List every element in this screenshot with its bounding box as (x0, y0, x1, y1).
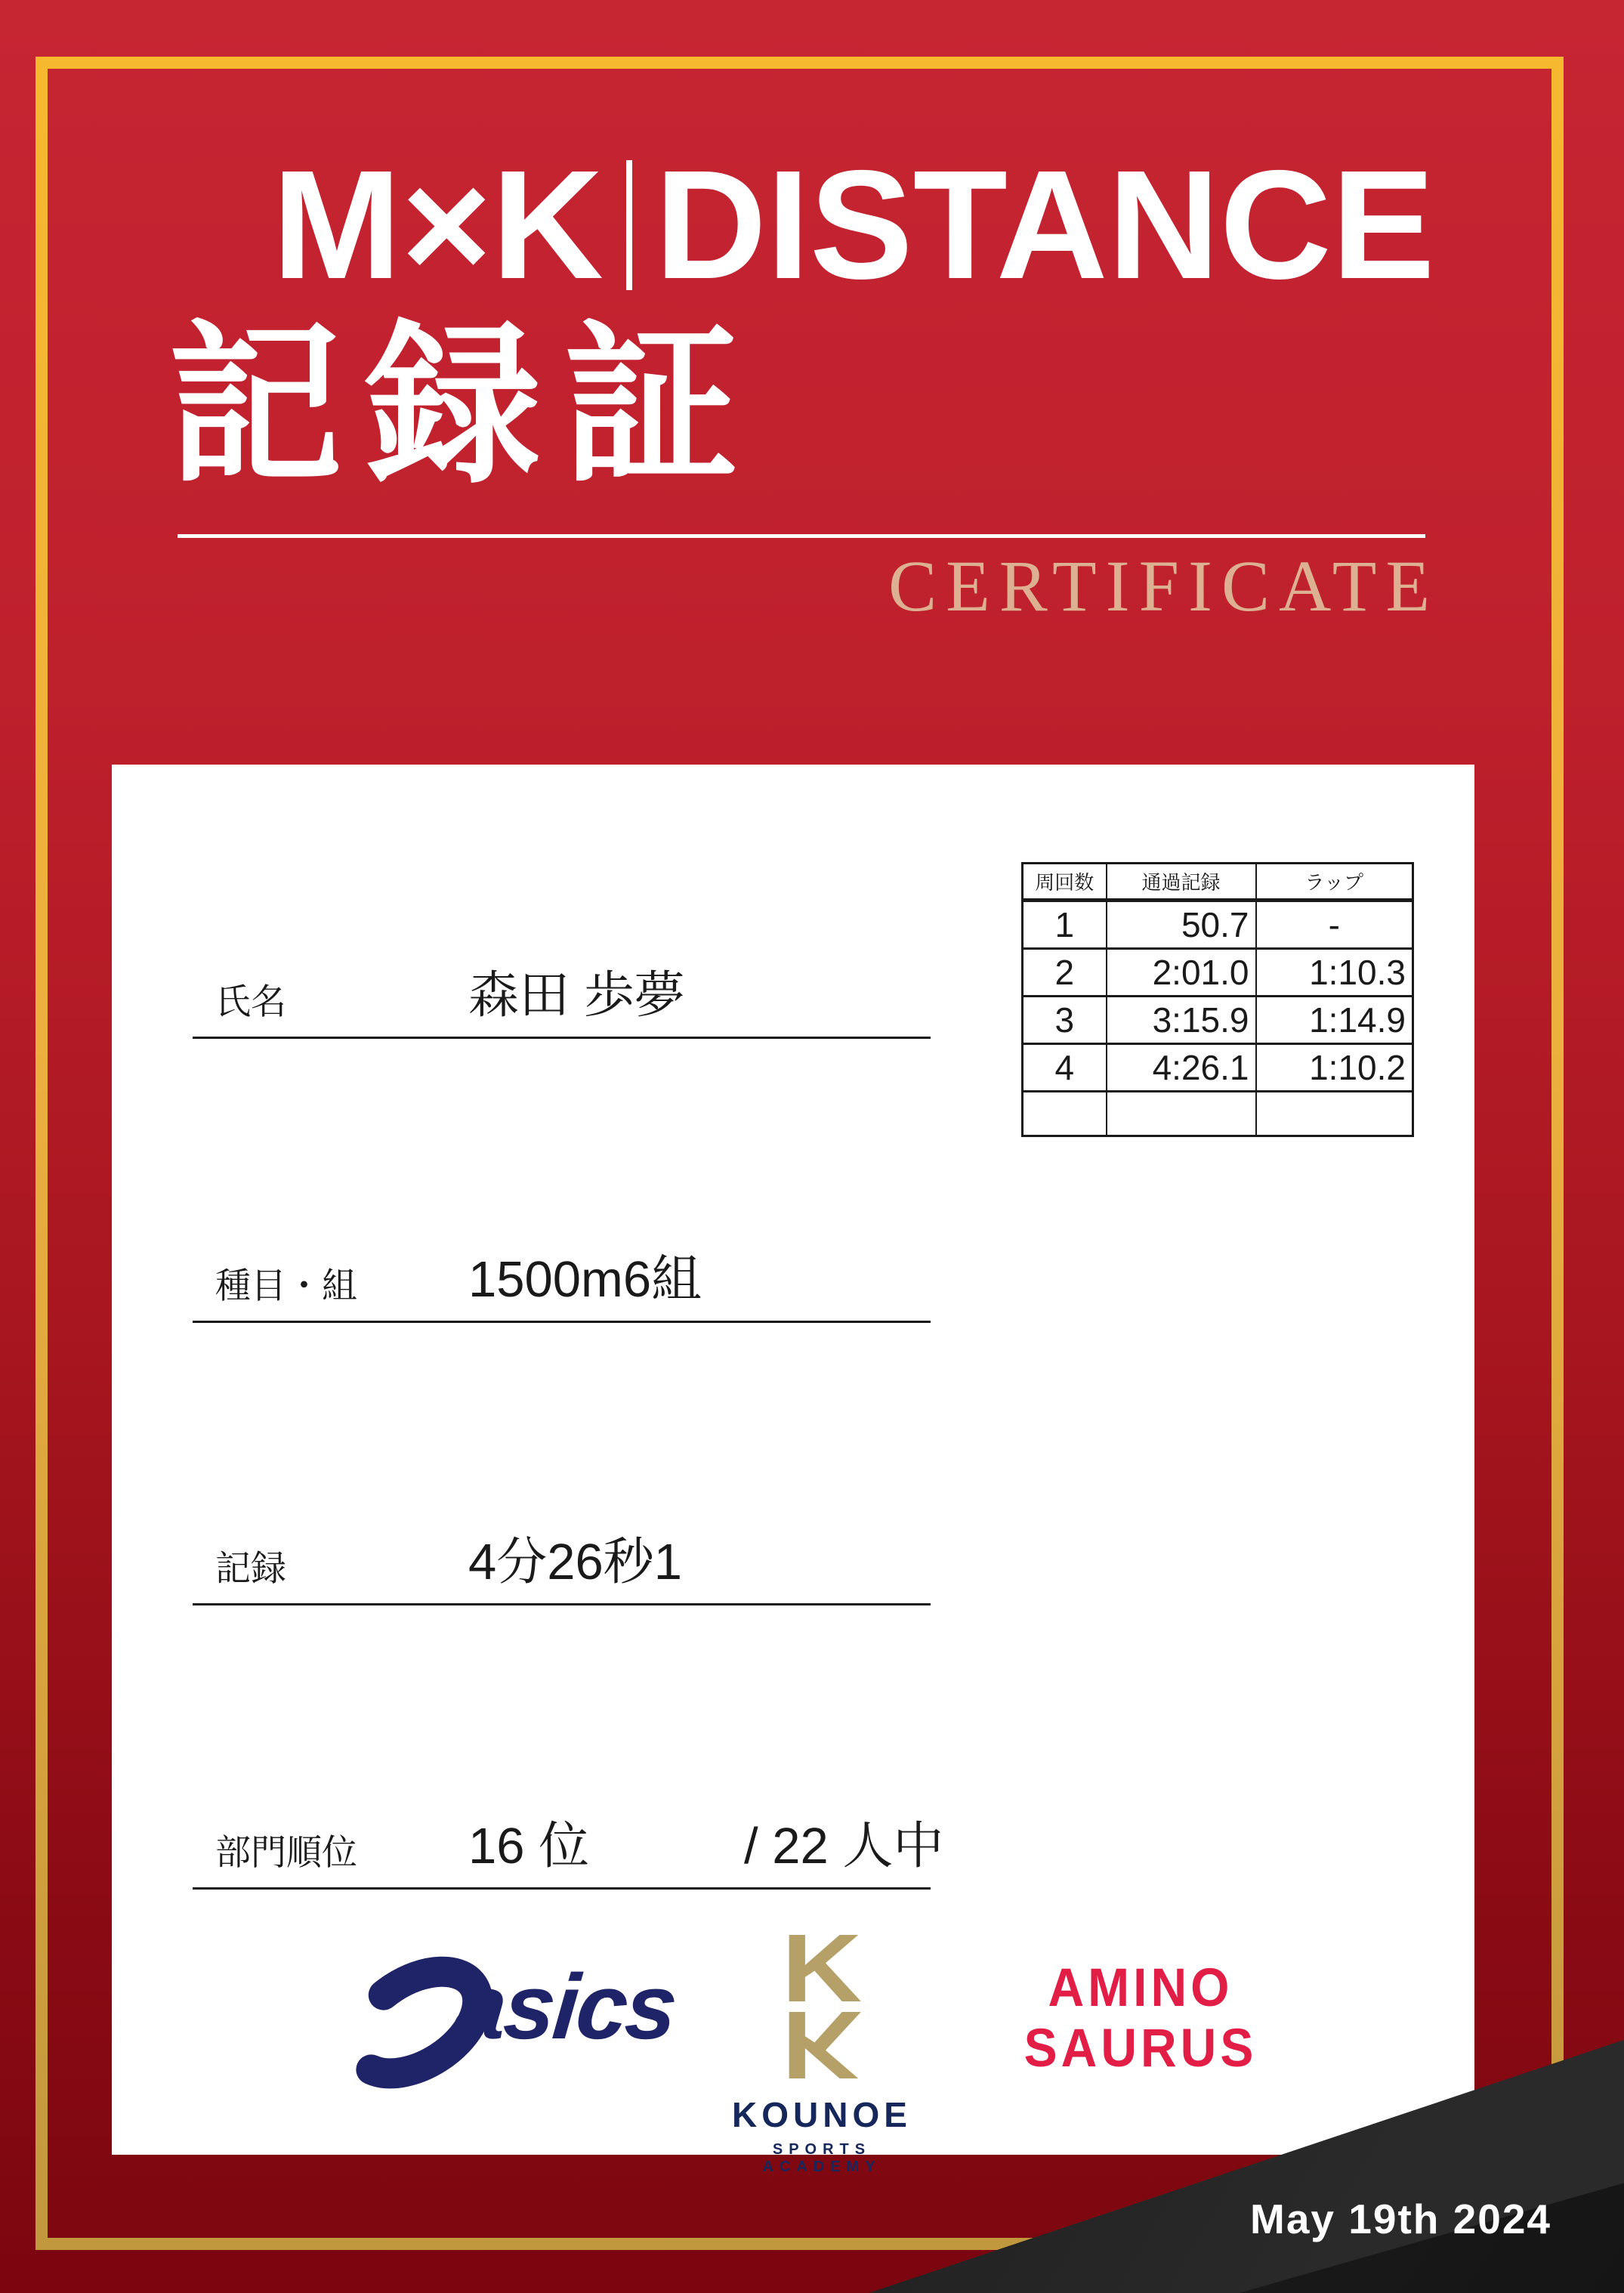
lap-table (1021, 862, 1414, 1137)
table-row (1023, 901, 1413, 949)
kounoe-logo-subtitle: SPORTS ACADEMY (762, 2140, 881, 2175)
split-time (1107, 1092, 1256, 1136)
split-col-header: 通過記録 (1107, 864, 1256, 901)
split-time: 50.7 (1107, 901, 1256, 949)
brand-distance: DISTANCE (654, 138, 1435, 311)
kounoe-logo (724, 1914, 920, 2176)
field-row-event (193, 1207, 931, 1323)
table-row (1023, 997, 1413, 1044)
event-label: 種目・組 (215, 1265, 357, 1306)
lap-number (1023, 1092, 1107, 1136)
certificate-subtitle-en: CERTIFICATE (888, 545, 1439, 626)
brand-mk: M×K (272, 138, 604, 311)
lap-time: 1:14.9 (1256, 997, 1413, 1044)
lap-table-header-row (1023, 864, 1413, 901)
asics-logo-text: asics (451, 1955, 680, 2058)
certificate-title-jp: 記録証 (168, 311, 762, 505)
event-value: 1500m6組 (468, 1251, 702, 1308)
amino-logo-line2: SAURUS (1023, 2017, 1258, 2078)
field-row-name (193, 923, 931, 1039)
lap-col-header: 周回数 (1023, 864, 1107, 901)
rank-label: 部門順位 (215, 1832, 357, 1872)
kounoe-logo-name: KOUNOE (732, 2094, 912, 2134)
laptime-col-header: ラップ (1256, 864, 1413, 901)
lap-number: 4 (1023, 1044, 1107, 1092)
event-date: May 19th 2024 (1250, 2196, 1551, 2242)
lap-time: 1:10.3 (1256, 949, 1413, 997)
field-row-record (193, 1490, 931, 1605)
lap-time (1256, 1092, 1413, 1136)
split-time: 3:15.9 (1107, 997, 1256, 1044)
name-value: 森田 歩夢 (468, 967, 685, 1024)
record-value: 4分26秒1 (468, 1534, 683, 1590)
certificate-card (112, 765, 1474, 2175)
lap-number: 1 (1023, 901, 1107, 949)
split-time: 4:26.1 (1107, 1044, 1256, 1092)
brand-logo (189, 138, 1518, 311)
field-row-rank (193, 1774, 944, 1890)
table-row (1023, 1044, 1413, 1092)
split-time: 2:01.0 (1107, 949, 1256, 997)
kounoe-k-mirror-icon: K (781, 1990, 863, 2099)
lap-time: 1:10.2 (1256, 1044, 1413, 1092)
table-row (1023, 949, 1413, 997)
brand-divider-bar (626, 160, 632, 290)
kounoe-k-icon: K (781, 1914, 863, 2023)
title-underline (178, 534, 1425, 538)
name-label: 氏名 (215, 981, 286, 1021)
rank-value: 16 位 (468, 1818, 590, 1874)
amino-logo-line1: AMINO (1048, 1957, 1233, 2017)
table-row-empty (1023, 1092, 1413, 1136)
lap-time: - (1256, 901, 1413, 949)
lap-number: 3 (1023, 997, 1107, 1044)
record-label: 記録 (215, 1548, 286, 1588)
lap-number: 2 (1023, 949, 1107, 997)
amino-saurus-logo (990, 1957, 1292, 2078)
rank-total: / 22 人中 (744, 1818, 944, 1874)
